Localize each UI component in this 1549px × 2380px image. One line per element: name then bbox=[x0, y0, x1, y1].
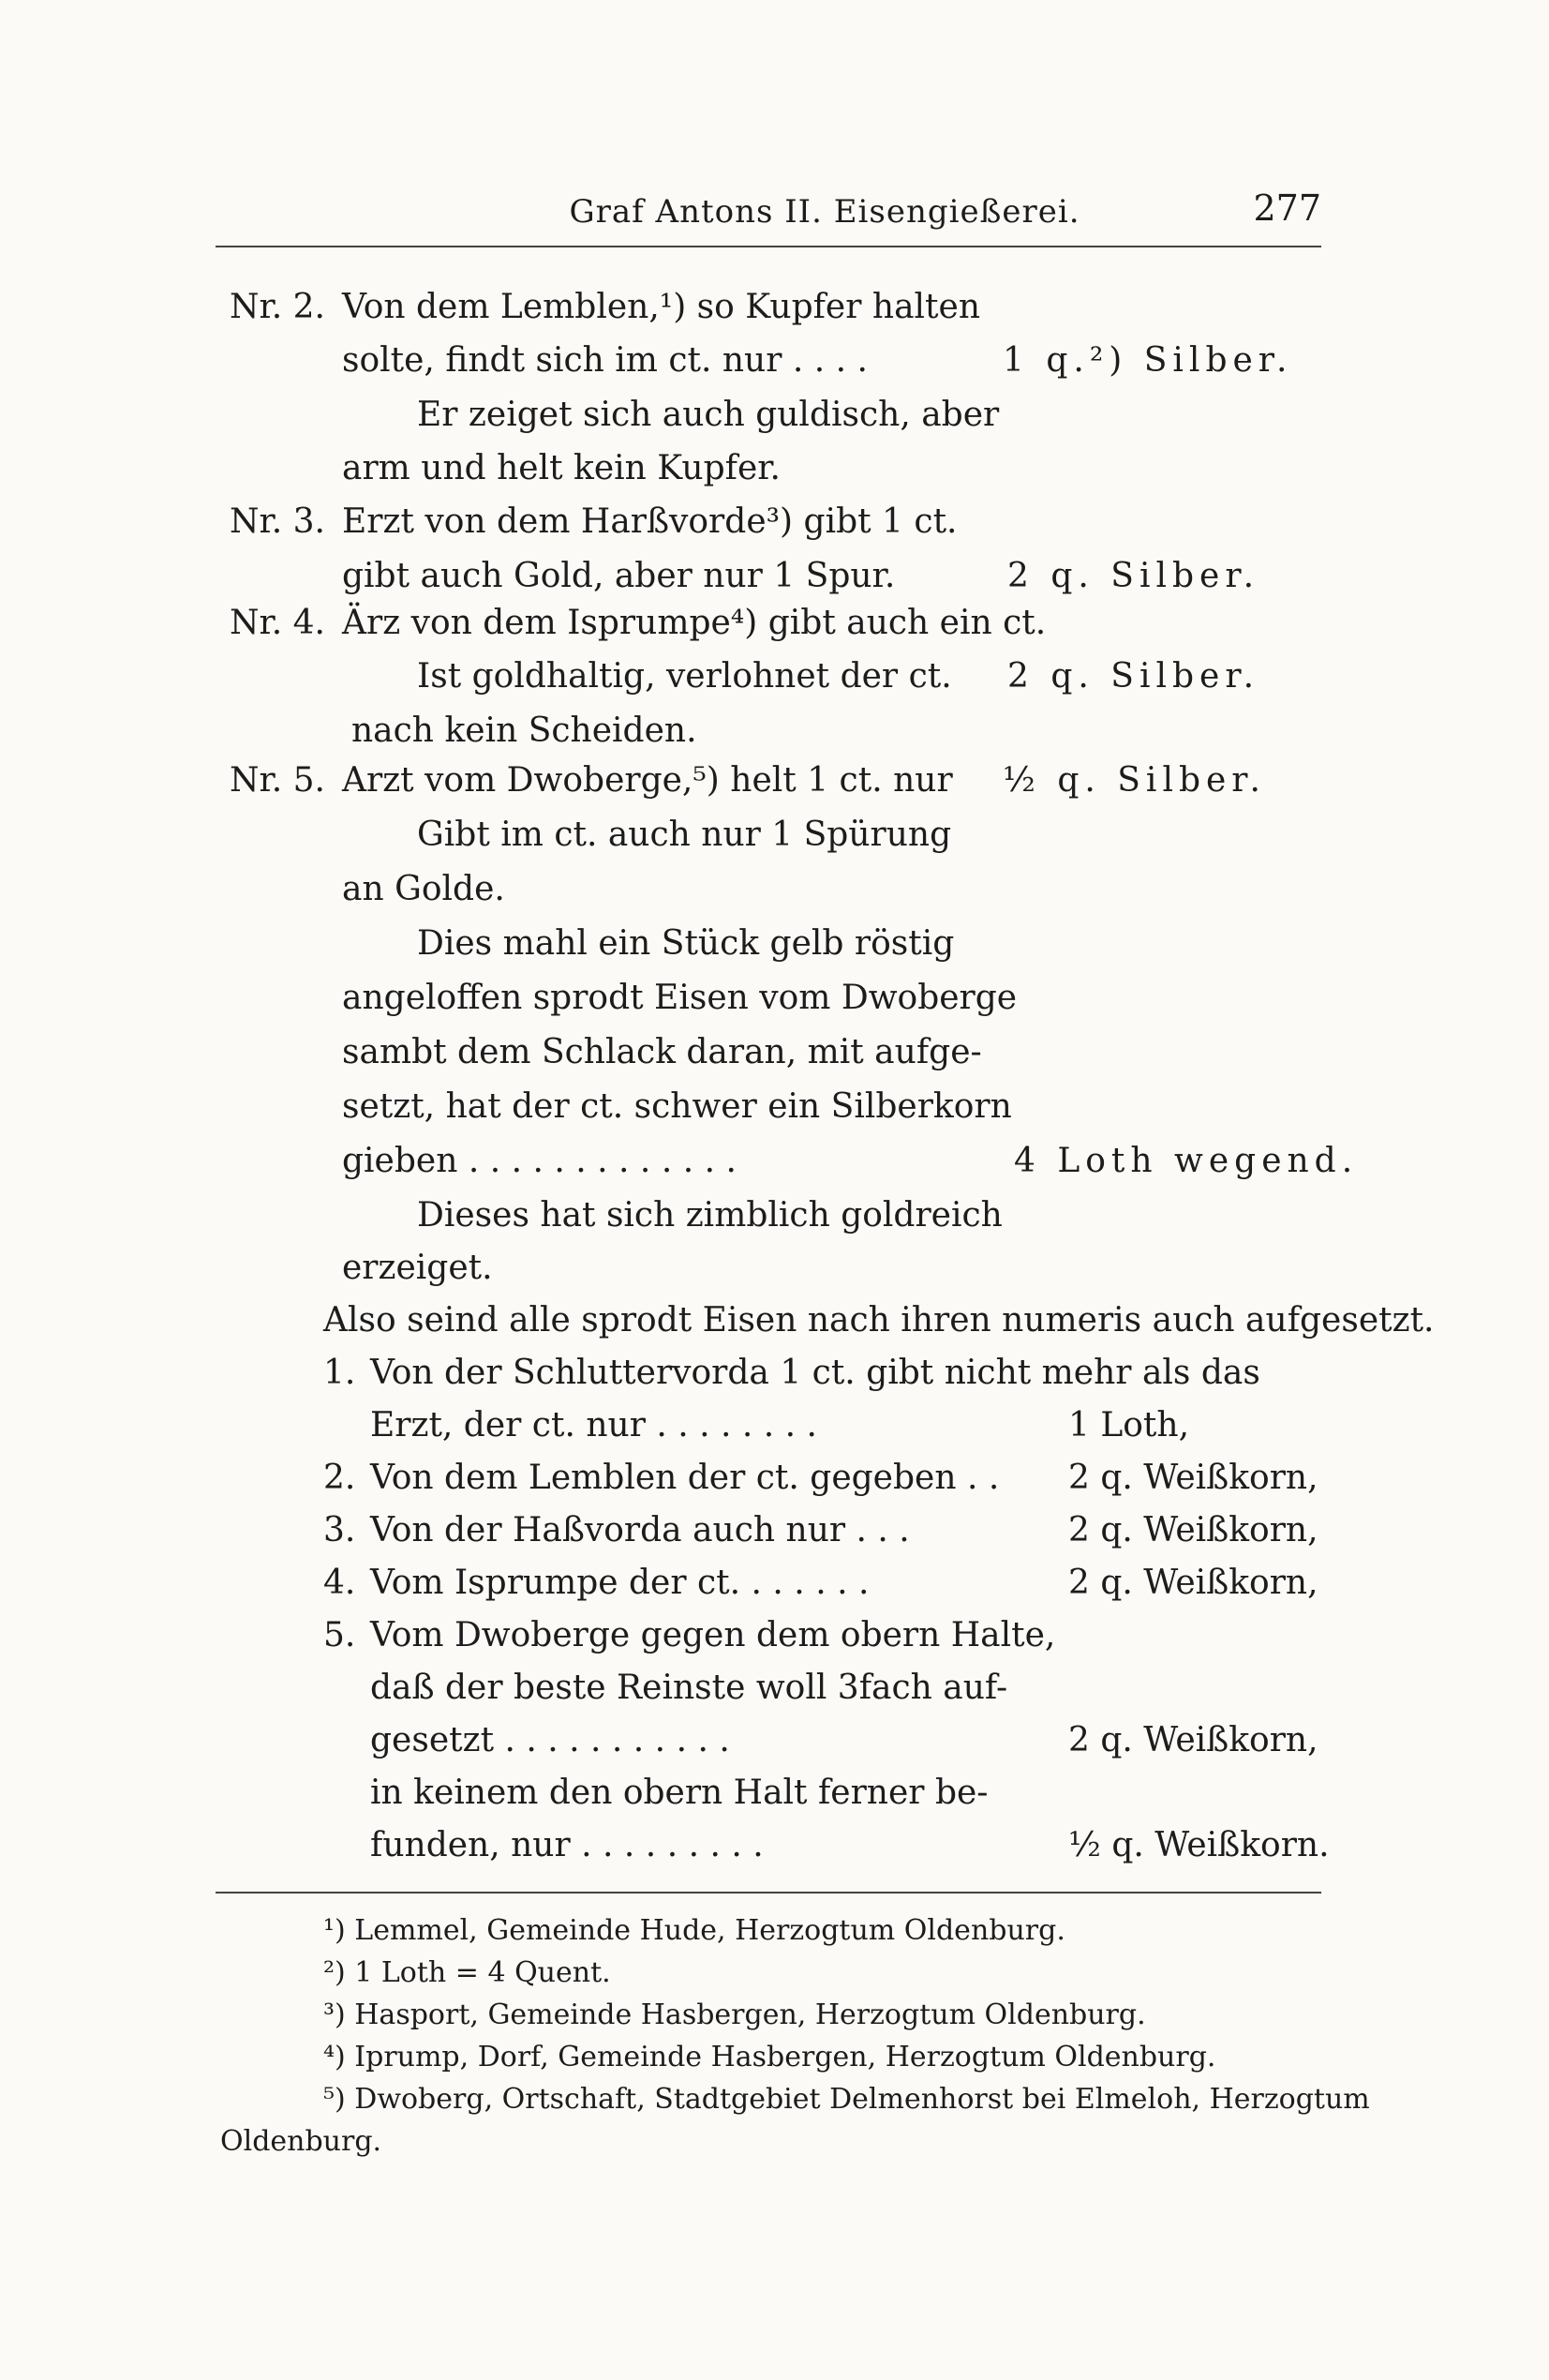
entry-text: arm und helt kein Kupfer. bbox=[342, 449, 781, 487]
summary-text: Von dem Lemblen der ct. gegeben . . bbox=[370, 1459, 1000, 1497]
entry-amount: 4 Loth wegend. bbox=[1014, 1142, 1359, 1180]
summary-text: gesetzt . . . . . . . . . . . bbox=[370, 1721, 730, 1759]
summary-text: Von der Schluttervorda 1 ct. gibt nicht mehr als das bbox=[370, 1354, 1260, 1392]
summary-number: 3. bbox=[323, 1511, 356, 1549]
footnote-rule bbox=[216, 1892, 1321, 1894]
summary-text: Vom Dwoberge gegen dem obern Halte, bbox=[370, 1616, 1056, 1654]
entry-number: Nr. 3. bbox=[230, 502, 325, 541]
entry-amount: 2 q. Silber. bbox=[1007, 657, 1260, 696]
summary-text: daß der beste Reinste woll 3fach auf- bbox=[370, 1669, 1008, 1707]
summary-text: funden, nur . . . . . . . . . bbox=[370, 1826, 764, 1864]
entry-text: gibt auch Gold, aber nur 1 Spur. bbox=[342, 557, 896, 595]
summary-amount: 2 q. Weißkorn, bbox=[1068, 1564, 1318, 1602]
footnote-text: ⁵) Dwoberg, Ortschaft, Stadtgebiet Delmenhorst bei Elmeloh, Herzogtum bbox=[323, 2083, 1370, 2116]
entry-text: Erzt von dem Harßvorde³) gibt 1 ct. bbox=[342, 502, 958, 541]
summary-text: in keinem den obern Halt ferner be- bbox=[370, 1774, 989, 1812]
entry-text: Arzt vom Dwoberge,⁵) helt 1 ct. nur bbox=[342, 761, 953, 800]
entry-text: setzt, hat der ct. schwer ein Silberkorn bbox=[342, 1087, 1012, 1126]
entry-text: Ist goldhaltig, verlohnet der ct. bbox=[417, 657, 952, 696]
entry-text: solte, findt sich im ct. nur . . . . bbox=[342, 341, 868, 380]
entry-text: Dieses hat sich zimblich goldreich bbox=[417, 1196, 1003, 1235]
entry-text: Gibt im ct. auch nur 1 Spürung bbox=[417, 816, 952, 854]
footnote-text: ²) 1 Loth = 4 Quent. bbox=[323, 1956, 611, 1989]
entry-number: Nr. 5. bbox=[230, 761, 325, 800]
header-rule bbox=[216, 246, 1321, 247]
running-title: Graf Antons II. Eisengießerei. bbox=[569, 193, 1080, 231]
summary-amount: 2 q. Weißkorn, bbox=[1068, 1721, 1318, 1759]
summary-amount: 2 q. Weißkorn, bbox=[1068, 1459, 1318, 1497]
entry-amount: 2 q. Silber. bbox=[1007, 557, 1260, 595]
entry-text: angeloffen sprodt Eisen vom Dwoberge bbox=[342, 979, 1018, 1017]
summary-amount: 1 Loth, bbox=[1068, 1406, 1190, 1444]
entry-text: Von dem Lemblen,¹) so Kupfer halten bbox=[342, 288, 981, 326]
entry-text: Ärz von dem Isprumpe⁴) gibt auch ein ct. bbox=[342, 604, 1047, 642]
entry-amount: 1 q.²) Silber. bbox=[1003, 341, 1293, 380]
footnote-text: ⁴) Iprump, Dorf, Gemeinde Hasbergen, Herzogtum Oldenburg. bbox=[323, 2041, 1216, 2073]
entry-number: Nr. 4. bbox=[230, 604, 325, 642]
summary-intro: Also seind alle sprodt Eisen nach ihren numeris auch aufgesetzt. bbox=[323, 1301, 1435, 1340]
running-header bbox=[328, 187, 1321, 240]
summary-text: Erzt, der ct. nur . . . . . . . . bbox=[370, 1406, 817, 1444]
footnote-text: ¹) Lemmel, Gemeinde Hude, Herzogtum Oldenburg. bbox=[323, 1914, 1065, 1947]
summary-number: 1. bbox=[323, 1354, 356, 1392]
entry-text: Dies mahl ein Stück gelb röstig bbox=[417, 924, 955, 963]
entry-text: sambt dem Schlack daran, mit aufge- bbox=[342, 1033, 982, 1071]
entry-text: an Golde. bbox=[342, 870, 505, 908]
summary-number: 5. bbox=[323, 1616, 356, 1654]
entry-text: Er zeiget sich auch guldisch, aber bbox=[417, 396, 1000, 434]
summary-amount: ½ q. Weißkorn. bbox=[1068, 1826, 1330, 1864]
footnote-text: Oldenburg. bbox=[220, 2125, 382, 2158]
summary-number: 4. bbox=[323, 1564, 356, 1602]
entry-number: Nr. 2. bbox=[230, 288, 325, 326]
entry-text: gieben . . . . . . . . . . . . . bbox=[342, 1142, 737, 1180]
entry-text: erzeiget. bbox=[342, 1249, 493, 1287]
summary-text: Vom Isprumpe der ct. . . . . . . bbox=[370, 1564, 870, 1602]
summary-number: 2. bbox=[323, 1459, 356, 1497]
page-number: 277 bbox=[1253, 187, 1321, 229]
summary-amount: 2 q. Weißkorn, bbox=[1068, 1511, 1318, 1549]
entry-text: nach kein Scheiden. bbox=[351, 711, 697, 750]
footnote-text: ³) Hasport, Gemeinde Hasbergen, Herzogtum Oldenburg. bbox=[323, 1998, 1146, 2031]
summary-text: Von der Haßvorda auch nur . . . bbox=[370, 1511, 910, 1549]
entry-amount: ½ q. Silber. bbox=[1003, 761, 1267, 800]
